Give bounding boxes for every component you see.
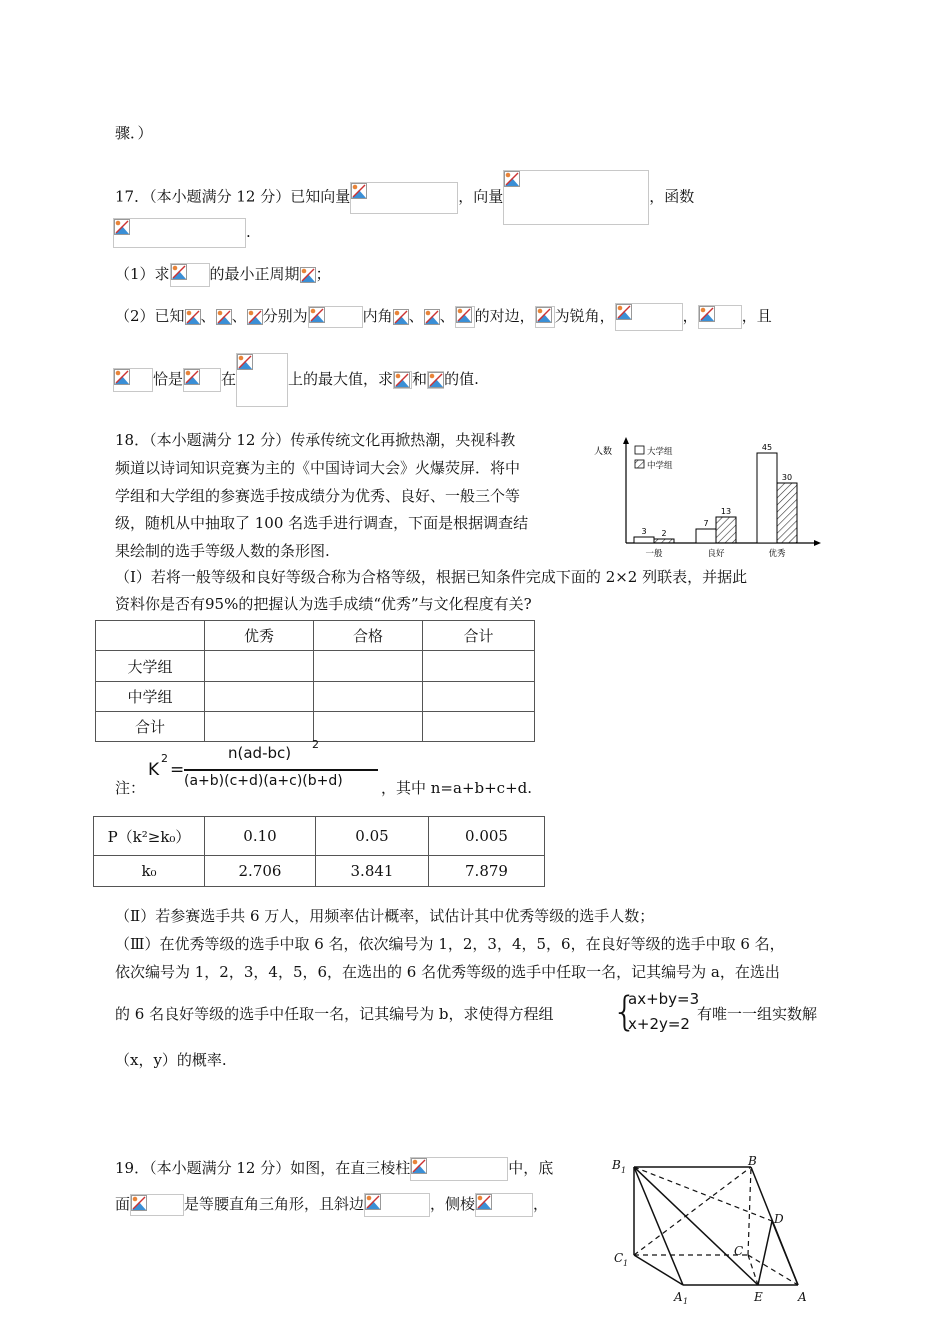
q18-part3-line3b: 有唯一一组实数解 (697, 1005, 818, 1023)
formula-image-c (247, 309, 263, 325)
formula-image-prism (410, 1157, 508, 1181)
broken-image-icon (616, 304, 632, 320)
table-cell: 0.005 (429, 817, 545, 856)
contingency-header-blank (96, 621, 205, 651)
legend-label-middle-school: 中学组 (647, 461, 673, 471)
legend-label-university: 大学组 (647, 447, 673, 457)
bar-university-1 (634, 537, 654, 543)
q18-part3-line1: （Ⅲ）在优秀等级的选手中取 6 名，依次编号为 1，2，3，4，5，6，在良好等级的选手中取 6 名， (115, 935, 785, 953)
formula-image-a (185, 309, 201, 325)
formula-image-b (216, 309, 232, 325)
table-row (96, 651, 535, 682)
q18-intro-line1: 18．（本小题满分 12 分）传承传统文化再掀热潮，央视科教 (115, 431, 516, 449)
row-label-university: 大学组 (96, 651, 205, 682)
broken-image-icon (504, 171, 520, 187)
row-label-middle-school: 中学组 (96, 682, 205, 712)
legend-swatch-university (635, 446, 644, 454)
contingency-header-qualified: 合格 (314, 621, 423, 651)
edge-B1-E (634, 1167, 758, 1285)
legend-swatch-middle-school (635, 460, 644, 468)
broken-image-icon (171, 264, 187, 280)
formula-image-vector-a (350, 182, 458, 214)
formula-image-fx (170, 263, 210, 287)
label-A: A (798, 1290, 807, 1304)
y-axis-label: 人数 (594, 447, 613, 457)
formula-image-fx2 (183, 368, 221, 392)
edge-B1-A1 (634, 1167, 683, 1285)
q18-part2: （Ⅱ）若参赛选手共 6 万人，用频率估计概率，试估计其中优秀等级的选手人数； (115, 907, 655, 925)
bar-university-3 (757, 453, 777, 543)
category-label: 良好 (707, 549, 725, 559)
q17-function-line: . (113, 218, 251, 248)
formula-image-fA (113, 368, 153, 392)
q18-part3-line3a: 的 6 名良好等级的选手中任取一名，记其编号为 b，求使得方程组 (115, 1005, 554, 1023)
table-cell (423, 682, 535, 712)
formula-denominator: (a+b)(c+d)(a+c)(b+d) (184, 773, 343, 789)
edge-D-A (772, 1221, 798, 1285)
table-cell: 3.841 (316, 856, 429, 887)
edge-C1-A1 (634, 1255, 683, 1285)
chart-legend (635, 446, 673, 471)
broken-image-icon (184, 369, 200, 385)
q18-part1-line2: 资料你是否有95%的把握认为选手成绩“优秀”与文化程度有关? (115, 595, 532, 613)
broken-image-icon (411, 1158, 427, 1174)
q18-intro-line3: 学组和大学组的参赛选手按成绩分为优秀、良好、一般三个等 (115, 487, 521, 505)
broken-image-icon (365, 1194, 381, 1210)
q19-line2: 面 是等腰直角三角形，且斜边 ，侧棱 ， (115, 1193, 548, 1217)
q19-line1: 19．（本小题满分 12 分）如图，在直三棱柱 中，底 (115, 1157, 553, 1181)
table-cell (423, 712, 535, 742)
broken-image-icon (300, 267, 316, 283)
data-label: 3 (641, 527, 647, 536)
fraction-bar (184, 769, 378, 771)
formula-image-function-f (113, 218, 246, 248)
table-cell (205, 651, 314, 682)
formula-image-vector-b (503, 170, 649, 225)
formula-image-A (393, 309, 409, 325)
formula-image-hypotenuse (364, 1193, 430, 1217)
label-B1-sub: 1 (621, 1166, 627, 1175)
broken-image-icon (394, 372, 410, 388)
q18-intro-line2: 频道以诗词知识竞赛为主的《中国诗词大会》火爆荧屏．将中 (115, 459, 521, 477)
formula-equals: = (170, 760, 185, 780)
table-cell (314, 651, 423, 682)
formula-image-T (300, 267, 316, 283)
chi-square-formula (148, 738, 380, 796)
q18-part1-line1: （Ⅰ）若将一般等级和良好等级合称为合格等级，根据已知条件完成下面的 2×2 列联表，并据此 (115, 568, 748, 586)
formula-image-b2 (427, 371, 444, 389)
broken-image-icon (237, 354, 253, 370)
broken-image-icon (351, 183, 367, 199)
system-equation-1: ax+by=3 (628, 990, 700, 1008)
formula-image-triangle-abc (308, 306, 363, 328)
table-row (96, 712, 535, 742)
data-label: 45 (761, 443, 773, 452)
broken-image-icon (428, 372, 444, 388)
formula-k-sup: 2 (161, 752, 168, 765)
broken-image-icon (699, 306, 715, 322)
critical-value-table (93, 816, 545, 887)
formula-image-condition2 (698, 305, 742, 329)
table-cell (205, 712, 314, 742)
formula-image-C (455, 306, 475, 328)
table-row (96, 682, 535, 712)
y-axis-arrow (623, 437, 629, 444)
formula-image-A2 (535, 306, 555, 328)
edge-B1-D (634, 1167, 772, 1221)
contingency-header-total: 合计 (423, 621, 535, 651)
table-cell: 7.879 (429, 856, 545, 887)
label-A1-sub: 1 (683, 1297, 689, 1305)
table-cell (314, 712, 423, 742)
label-E: E (754, 1290, 763, 1304)
formula-k: K (148, 760, 160, 780)
edge-D-E (758, 1221, 772, 1285)
q17-part1: （1）求 的最小正周期 ； (115, 263, 331, 287)
data-label: 2 (661, 529, 667, 538)
q18-intro-line4: 级，随机从中抽取了 100 名选手进行调查，下面是根据调查结 (115, 514, 529, 532)
broken-image-icon (536, 307, 552, 323)
table-row (94, 856, 545, 887)
broken-image-icon (131, 1195, 147, 1211)
formula-tail: ，其中 n=a+b+c+d. (381, 779, 533, 797)
bar-chart (590, 430, 835, 565)
broken-image-icon (185, 309, 201, 325)
broken-image-icon (309, 307, 325, 323)
q18-part3-line2: 依次编号为 1，2，3，4，5，6，在选出的 6 名优秀等级的选手中任取一名，记其编号为 a，在选出 (115, 963, 780, 981)
broken-image-icon (114, 219, 130, 235)
table-cell (423, 651, 535, 682)
system-brace: { (612, 989, 638, 1035)
q18-intro-line5: 果绘制的选手等级人数的条形图. (115, 542, 330, 560)
table-cell: 0.10 (205, 817, 316, 856)
table-row (94, 817, 545, 856)
bar-university-2 (696, 529, 716, 543)
formula-image-A3 (393, 371, 412, 389)
data-label: 7 (703, 519, 709, 528)
table-cell (314, 682, 423, 712)
bar-middle-school-3 (777, 483, 797, 543)
q17-line1: 17．（本小题满分 12 分）已知向量 ，向量 ，函数 (115, 170, 694, 225)
label-B: B (748, 1155, 757, 1168)
table-cell: P（k²≥k₀） (94, 817, 205, 856)
q17-part2: （2）已知 、 、 分别为 内角 、 、 的对边， 为锐角， ， ，且 (115, 303, 772, 331)
category-label: 一般 (645, 549, 663, 559)
table-cell: 2.706 (205, 856, 316, 887)
line-continuation: 骤．） (115, 124, 153, 142)
edge-C-B (748, 1167, 751, 1255)
formula-image-condition1 (615, 303, 683, 331)
label-D: D (774, 1212, 784, 1226)
bar-middle-school-2 (716, 517, 736, 543)
data-label: 30 (781, 473, 793, 482)
contingency-header-excellent: 优秀 (205, 621, 314, 651)
system-equation-2: x+2y=2 (628, 1015, 690, 1033)
formula-image-interval (236, 353, 288, 407)
label-C1: C (614, 1251, 624, 1265)
label-C: C (734, 1244, 744, 1258)
formula-image-base (130, 1194, 184, 1216)
bar-middle-school-1 (654, 539, 674, 543)
broken-image-icon (247, 309, 263, 325)
row-label-total: 合计 (96, 712, 205, 742)
q18-part3-line4: （x，y）的概率. (115, 1051, 227, 1069)
formula-numerator: n(ad-bc) (228, 744, 292, 762)
equation-system (612, 988, 700, 1040)
broken-image-icon (114, 369, 130, 385)
table-cell (205, 682, 314, 712)
data-label: 13 (720, 507, 732, 516)
prism-diagram (608, 1155, 813, 1305)
broken-image-icon (476, 1194, 492, 1210)
edge-C-A (748, 1255, 798, 1285)
formula-numerator-sup: 2 (312, 738, 319, 751)
label-C1-sub: 1 (623, 1259, 629, 1268)
broken-image-icon (393, 309, 409, 325)
contingency-table (95, 620, 535, 742)
broken-image-icon (456, 307, 472, 323)
table-cell: k₀ (94, 856, 205, 887)
x-axis-arrow (814, 540, 821, 546)
broken-image-icon (424, 309, 440, 325)
q17-part2-cont: 恰是 在 上的最大值，求 和 的值. (113, 353, 479, 407)
label-B1: B (612, 1158, 621, 1172)
formula-image-B (424, 309, 440, 325)
formula-image-lateral-edge (475, 1193, 533, 1217)
table-cell: 0.05 (316, 817, 429, 856)
broken-image-icon (216, 309, 232, 325)
label-A1: A (674, 1290, 683, 1304)
note-label: 注： (115, 779, 146, 797)
category-label: 优秀 (768, 549, 786, 559)
